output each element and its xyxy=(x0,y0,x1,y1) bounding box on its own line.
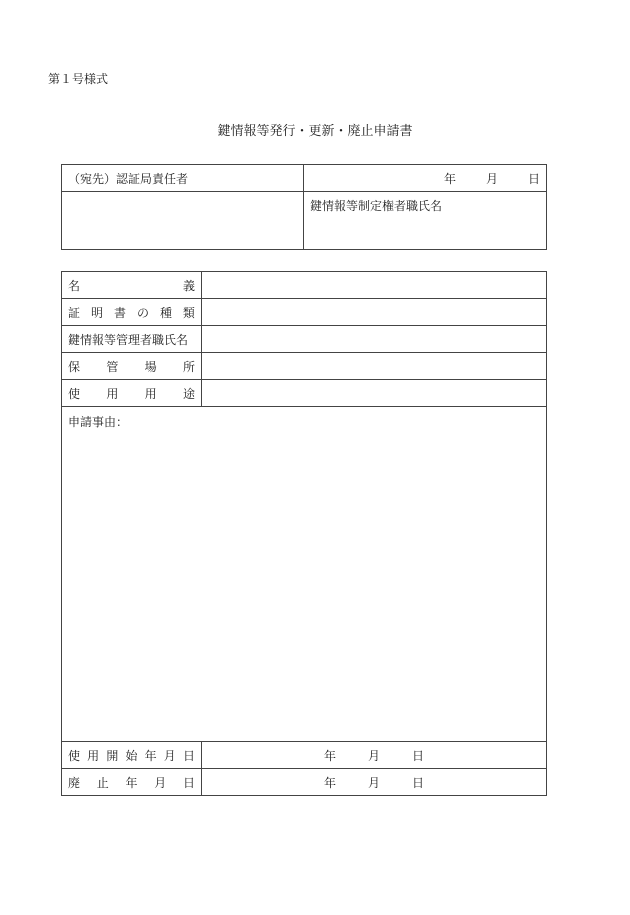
applicant-header-table xyxy=(61,164,547,250)
label-char: 場 xyxy=(144,359,157,374)
reason-row xyxy=(62,407,547,742)
table-row xyxy=(62,326,547,353)
label-char: 保 xyxy=(68,359,81,374)
label-char: 用 xyxy=(87,748,100,763)
application-reason-cell[interactable] xyxy=(62,407,547,742)
usage-purpose-value-cell[interactable] xyxy=(202,380,547,407)
table-row xyxy=(62,353,547,380)
date-year-label: 年 xyxy=(443,171,456,186)
label-char: 類 xyxy=(182,305,195,320)
label-char: 日 xyxy=(182,775,195,790)
storage-location-label xyxy=(68,358,195,375)
date-year-label: 年 xyxy=(323,748,336,763)
label-char: 証 xyxy=(68,305,81,320)
label-char: 用 xyxy=(144,386,157,401)
label-char: 義 xyxy=(182,278,195,293)
date-month-label: 月 xyxy=(367,748,380,763)
table-row xyxy=(62,769,547,796)
abolition-date-label-cell xyxy=(62,769,202,796)
label-char: 廃 xyxy=(68,775,81,790)
date-year-label: 年 xyxy=(323,775,336,790)
document-title: 鍵情報等発行・更新・廃止申請書 xyxy=(217,124,413,139)
label-char: 日 xyxy=(182,748,195,763)
label-char: 書 xyxy=(113,305,126,320)
label-char: 使 xyxy=(68,748,81,763)
usage-start-date-value-cell[interactable] xyxy=(202,742,547,769)
usage-purpose-label-cell xyxy=(62,380,202,407)
application-date-cell[interactable] xyxy=(304,165,547,192)
application-date xyxy=(310,170,540,187)
storage-location-value-cell[interactable] xyxy=(202,353,547,380)
date-day-label: 日 xyxy=(527,171,540,186)
certificate-type-value-cell[interactable] xyxy=(202,299,547,326)
key-manager-label: 鍵情報等管理者職氏名 xyxy=(68,332,189,347)
abolition-date-label xyxy=(68,774,195,791)
label-char: 名 xyxy=(68,278,81,293)
key-manager-label-cell xyxy=(62,326,202,353)
label-char: 年 xyxy=(125,775,138,790)
table-row xyxy=(62,380,547,407)
label-char: 月 xyxy=(154,775,167,790)
label-char: 用 xyxy=(106,386,119,401)
key-manager-value-cell[interactable] xyxy=(202,326,547,353)
label-char: 管 xyxy=(106,359,119,374)
usage-start-date xyxy=(208,747,540,764)
label-char: 明 xyxy=(90,305,103,320)
addressee-label: （宛先）認証局責任者 xyxy=(68,171,189,186)
label-char: 年 xyxy=(144,748,157,763)
label-char: 月 xyxy=(163,748,176,763)
label-char: 止 xyxy=(96,775,109,790)
label-char: 種 xyxy=(159,305,172,320)
date-month-label: 月 xyxy=(485,171,498,186)
table-row xyxy=(62,742,547,769)
date-month-label: 月 xyxy=(367,775,380,790)
usage-start-date-label-cell xyxy=(62,742,202,769)
application-details-table xyxy=(61,271,547,796)
abolition-date-value-cell[interactable] xyxy=(202,769,547,796)
name-value-cell[interactable] xyxy=(202,272,547,299)
label-char: 所 xyxy=(182,359,195,374)
authority-name-label: 鍵情報等制定権者職氏名 xyxy=(310,199,443,213)
usage-start-date-label xyxy=(68,747,195,764)
usage-purpose-label xyxy=(68,385,195,402)
addressee-cell xyxy=(62,165,304,192)
storage-location-label-cell xyxy=(62,353,202,380)
authority-name-cell[interactable] xyxy=(304,192,547,250)
label-char: 途 xyxy=(182,386,195,401)
certificate-type-label xyxy=(68,304,195,321)
application-reason-label: 申請事由： xyxy=(68,415,129,429)
date-day-label: 日 xyxy=(412,775,425,790)
addressee-blank-cell xyxy=(62,192,304,250)
label-char: 使 xyxy=(68,386,81,401)
table-row xyxy=(62,299,547,326)
label-char: 始 xyxy=(125,748,138,763)
form-number: 第１号様式 xyxy=(48,72,109,86)
abolition-date xyxy=(208,774,540,791)
name-label-cell xyxy=(62,272,202,299)
date-day-label: 日 xyxy=(412,748,425,763)
label-char: の xyxy=(136,305,149,320)
table-row xyxy=(62,272,547,299)
name-label xyxy=(68,277,195,294)
label-char: 開 xyxy=(106,748,119,763)
certificate-type-label-cell xyxy=(62,299,202,326)
